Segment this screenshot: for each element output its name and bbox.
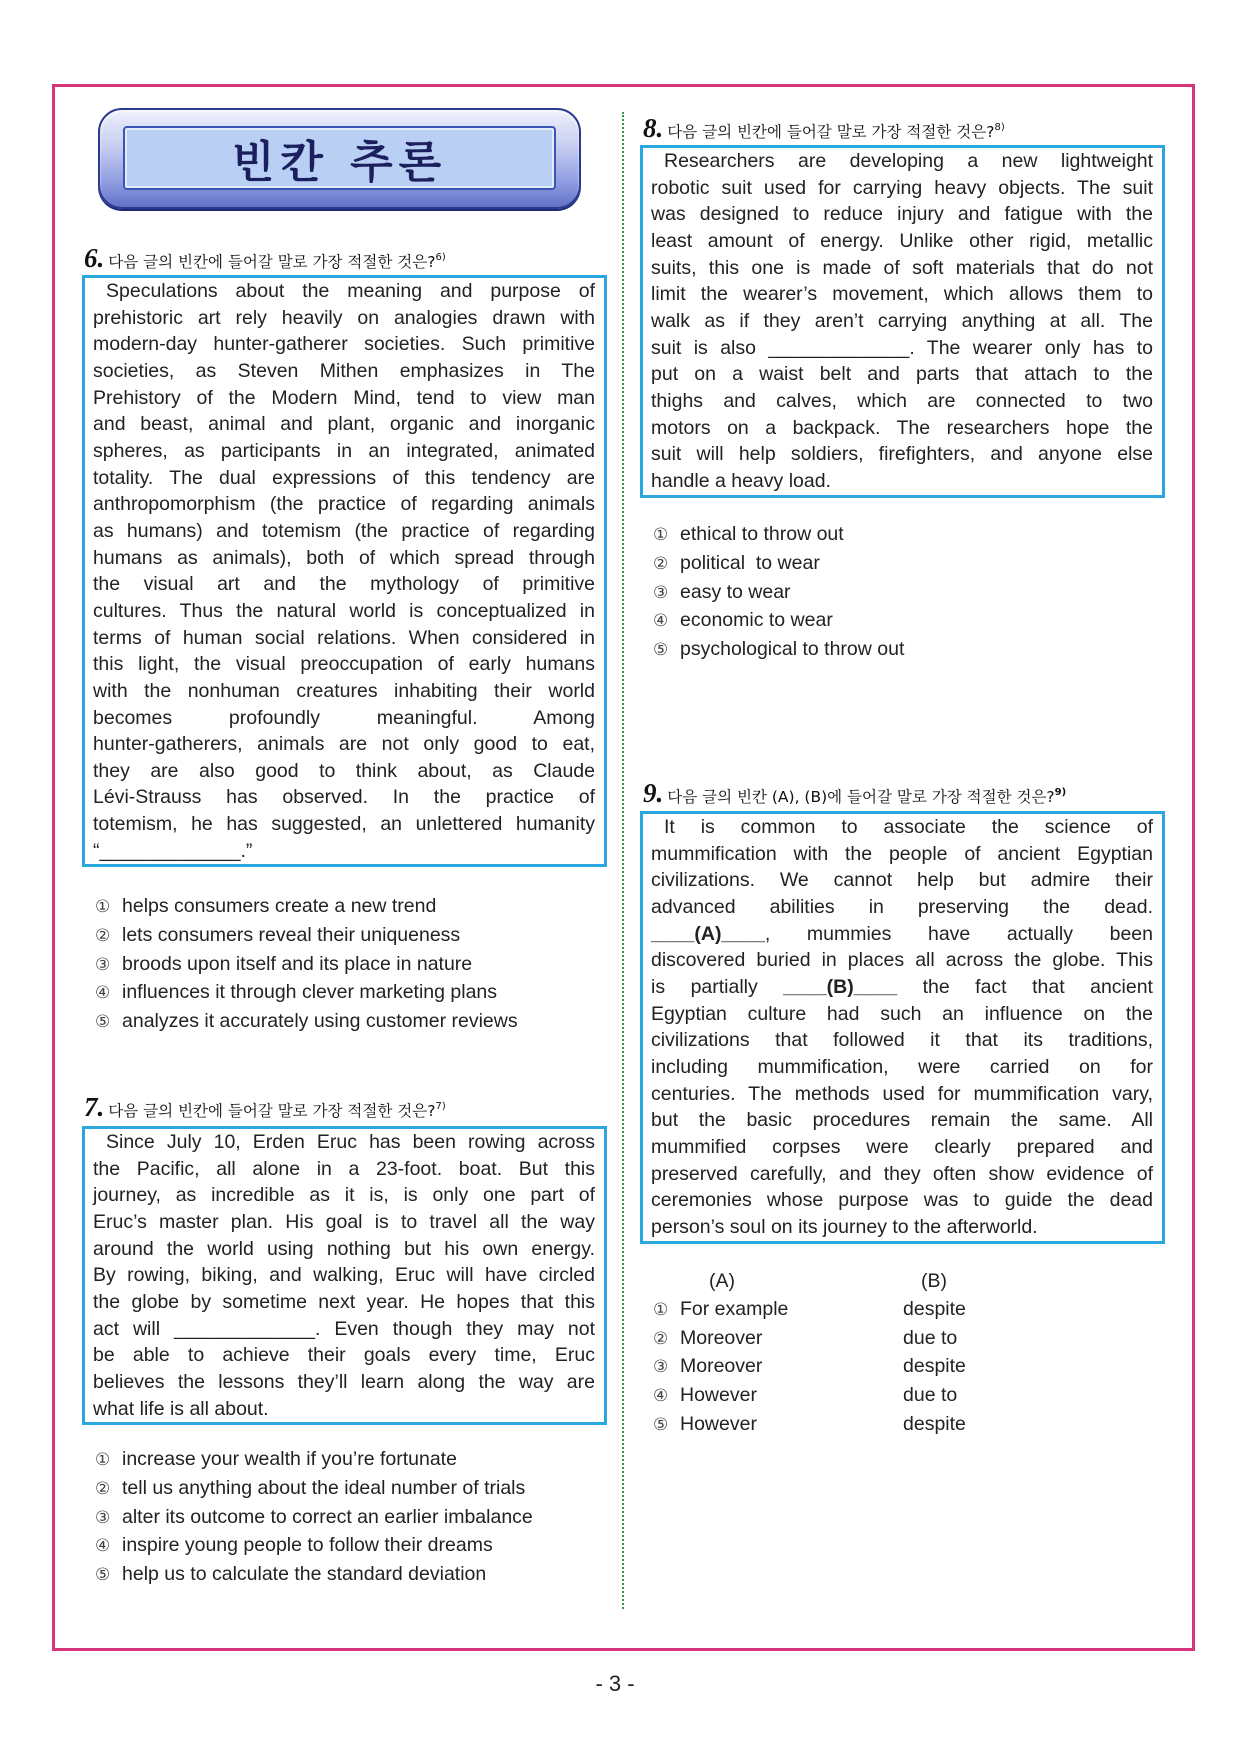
passage-line-text: , mummies have actually been [764,922,1153,945]
option-number: ① [95,897,111,917]
passage-line: this light, the visual preoccupation of early humans [93,653,595,676]
passage-line: “_____________.” [93,839,253,862]
blank-b: ____(B)____ [783,975,898,998]
option-text: help us to calculate the standard deviation [122,1563,487,1586]
option-number: ⑤ [653,1414,669,1435]
answer-option-5 [653,1411,966,1440]
answer-table [653,1268,966,1440]
passage-line: person’s soul on its journey to the afterworld. [651,1215,1038,1238]
footnote-marker: 6) [435,252,446,263]
question-9-passage [640,811,1165,1244]
section-title-panel [123,126,556,190]
passage-line: advanced abilities in preserving the dead. [651,895,1153,918]
answer-option-2 [653,550,904,579]
answer-option-2 [95,922,518,951]
option-number: ④ [653,1386,669,1407]
question-prompt: 다음 글의 빈칸에 들어갈 말로 가장 적절한 것은? [667,123,995,141]
option-a-text: Moreover [680,1326,763,1349]
passage-line: totality. The dual expressions of this tendency are [93,466,595,489]
answer-option-3 [653,1353,966,1382]
passage-line: preserved carefully, and they often show evidence of [651,1162,1153,1185]
option-number: ⑤ [95,1565,111,1586]
passage-line: with the nonhuman creatures inhabiting their world [93,679,595,702]
passage-line: the visual art and the mythology of primitive [93,573,595,596]
passage-line: around the world using nothing but his own energy. [93,1237,595,1260]
question-9-heading [643,779,1066,807]
question-8-passage [640,145,1165,498]
option-number: ③ [95,1507,111,1528]
passage-line: By rowing, biking, and walking, Eruc will have circled [93,1264,595,1287]
answer-table-header [653,1268,966,1296]
answer-option-1 [95,893,518,922]
option-number: ⑤ [653,640,669,661]
passage-line: thighs and calves, which are connected to two [651,389,1153,412]
passage-line: civilizations that followed it that its traditions, [651,1029,1153,1052]
option-number: ③ [95,954,111,975]
option-a-text: However [680,1384,757,1407]
passage-line: anthropomorphism (the practice of regarding animals [93,493,595,516]
answer-option-1 [95,1446,533,1475]
column-a-label: (A) [709,1270,735,1292]
answer-option-1 [653,1296,966,1325]
passage-line: discovered buried in places all across the globe. This [651,949,1153,972]
answer-option-5 [95,1561,533,1590]
question-number: 9. [643,778,664,808]
passage-line [651,921,1153,948]
column-divider [622,112,624,1609]
option-number: ④ [95,1536,111,1557]
question-6-heading [84,244,446,272]
answer-option-4 [95,979,518,1008]
question-prompt: 다음 글의 빈칸에 들어갈 말로 가장 적절한 것은? [108,253,436,271]
answer-option-3 [95,1504,533,1533]
question-6-options [95,893,518,1037]
passage-line-text: is partially [651,975,784,998]
passage-line: the globe by sometime next year. He hopes that this [93,1290,595,1313]
passage-line: and beast, animal and plant, organic and inorganic [93,413,595,436]
passage-line: Egyptian culture had such an influence on the [651,1002,1153,1025]
answer-option-4 [653,607,904,636]
passage-line: believes the lessons they’ll learn along the way are [93,1370,595,1393]
option-text: tell us anything about the ideal number of trials [122,1476,526,1499]
option-text: lets consumers reveal their uniqueness [122,923,461,946]
option-number: ③ [653,1357,669,1378]
passage-line: cultures. Thus the natural world is conceptualized in [93,599,595,622]
answer-option-2 [653,1325,966,1354]
option-number: ① [95,1450,111,1470]
option-number: ③ [653,582,669,603]
option-text: economic to wear [680,609,833,632]
question-prompt: 다음 글의 빈칸 (A), (B)에 들어갈 말로 가장 적절한 것은? [667,788,1055,806]
passage-line: totemism, he has suggested, an unlettered humanity [93,813,595,836]
option-b-text: due to [903,1326,958,1349]
answer-option-4 [653,1382,966,1411]
passage-line: ceremonies whose purpose was to guide the dead [651,1189,1153,1212]
option-text: analyzes it accurately using customer reviews [122,1010,518,1033]
option-text: alter its outcome to correct an earlier imbalance [122,1505,533,1528]
passage-line: handle a heavy load. [651,469,831,492]
option-text: broods upon itself and its place in nature [122,952,473,975]
passage-line: least amount of energy. Unlike other rigid, metallic [651,229,1153,252]
question-6-passage [82,275,607,867]
passage-line: prehistoric art rely heavily on analogies drawn with [93,306,595,329]
answer-option-5 [95,1008,518,1037]
option-text: influences it through clever marketing plans [122,981,498,1004]
passage-line: motors on a backpack. The researchers hope the [651,416,1153,439]
passage-line: mummified corpses were clearly prepared and [651,1135,1153,1158]
answer-option-3 [95,951,518,980]
passage-line: suits, this one is made of soft materials that do not [651,256,1153,279]
option-a-text: However [680,1412,757,1435]
column-b-label: (B) [921,1270,947,1292]
page-number: - 3 - [595,1671,635,1696]
option-number: ② [95,1478,111,1499]
option-number: ② [653,1328,669,1349]
passage-line: humans as animals), both of which spread through [93,546,595,569]
option-number: ① [653,1299,669,1320]
passage-line: limit the wearer’s movement, which allows them to [651,283,1153,306]
option-text: easy to wear [680,580,791,603]
passage-line: societies, as Steven Mithen emphasizes in The [93,359,595,382]
option-text: psychological to throw out [680,638,905,661]
passage-line: Eruc’s master plan. His goal is to travel all the way [93,1210,595,1233]
question-number: 6. [84,243,105,273]
question-7-heading [84,1093,446,1121]
passage-line: suit will help soldiers, firefighters, and anyone else [651,443,1153,466]
passage-line: terms of human social relations. When considered in [93,626,595,649]
passage-line: put on a waist belt and parts that attach to the [651,363,1153,386]
option-number: ④ [95,983,111,1004]
passage-line: spheres, as participants in an integrated, animated [93,439,595,462]
option-text: political to wear [680,551,820,574]
passage-line: as humans) and totemism (the practice of regarding [93,519,595,542]
passage-line: robotic suit used for carrying heavy objects. The suit [651,176,1153,199]
option-b-text: despite [903,1412,966,1435]
passage-line: the Pacific, all alone in a 23-foot. boat. But this [93,1157,595,1180]
passage-line: but the basic procedures remain the same. All [651,1109,1153,1132]
option-a-text: Moreover [680,1355,763,1378]
section-title: 빈칸 추론 [231,137,448,188]
passage-line: act will _____________. Even though they may not [93,1317,595,1340]
option-text: inspire young people to follow their dreams [122,1534,493,1557]
passage-line: Since July 10, Erden Eruc has been rowing across [106,1131,595,1153]
passage-line: be able to achieve their goals every time, Eruc [93,1344,595,1367]
answer-option-1 [653,521,904,550]
answer-option-5 [653,636,904,665]
passage-line: Speculations about the meaning and purpose of [106,280,595,302]
answer-option-2 [95,1475,533,1504]
option-b-text: due to [903,1384,958,1407]
passage-line: they are also good to think about, as Claude [93,759,595,782]
passage-line: modern-day hunter-gatherer societies. Such primitive [93,333,595,356]
option-b-text: despite [903,1355,966,1378]
passage-line: journey, as incredible as it is, is only one part of [93,1184,595,1207]
option-text: increase your wealth if you’re fortunate [122,1448,457,1470]
question-7-passage [82,1126,607,1425]
passage-line-text: the fact that ancient [897,975,1153,998]
question-number: 7. [84,1092,105,1122]
passage-line: suit is also _____________. The wearer only has to [651,336,1153,359]
option-number: ④ [653,611,669,632]
option-b-text: despite [903,1297,966,1320]
passage-line: walk as if they aren’t carrying anything at all. The [651,309,1153,332]
passage-line [651,974,1153,1001]
question-prompt: 다음 글의 빈칸에 들어갈 말로 가장 적절한 것은? [108,1102,436,1120]
passage-line: Lévi-Strauss has observed. In the practice of [93,786,595,809]
answer-option-4 [95,1532,533,1561]
footnote-marker: 8) [994,122,1005,133]
passage-line: Researchers are developing a new lightweight [664,150,1153,172]
passage-line: civilizations. We cannot help but admire their [651,869,1153,892]
passage-line: centuries. The methods used for mummification vary, [651,1082,1153,1105]
footnote-marker: 9) [1054,787,1067,798]
answer-option-3 [653,579,904,608]
passage-line: becomes profoundly meaningful. Among [93,706,595,729]
passage-line: hunter-gatherers, animals are not only good to eat, [93,733,595,756]
passage-line: was designed to reduce injury and fatigue with the [651,203,1153,226]
option-text: helps consumers create a new trend [122,895,437,917]
passage-line: Prehistory of the Modern Mind, tend to view man [93,386,595,409]
question-8-heading [643,114,1005,142]
footnote-marker: 7) [435,1101,446,1112]
passage-line: It is common to associate the science of [664,816,1153,838]
passage-line: what life is all about. [93,1397,269,1420]
section-title-banner [98,108,581,209]
question-number: 8. [643,113,664,143]
option-number: ① [653,525,669,545]
option-number: ② [95,925,111,946]
option-number: ② [653,553,669,574]
blank-a: ____(A)____ [651,922,765,945]
question-8-options [653,521,904,665]
passage-line: mummification with the people of ancient Egyptian [651,842,1153,865]
option-a-text: For example [680,1297,789,1320]
option-text: ethical to throw out [680,523,844,545]
question-7-options [95,1446,533,1590]
option-number: ⑤ [95,1012,111,1033]
passage-line: including mummification, were carried on for [651,1055,1153,1078]
